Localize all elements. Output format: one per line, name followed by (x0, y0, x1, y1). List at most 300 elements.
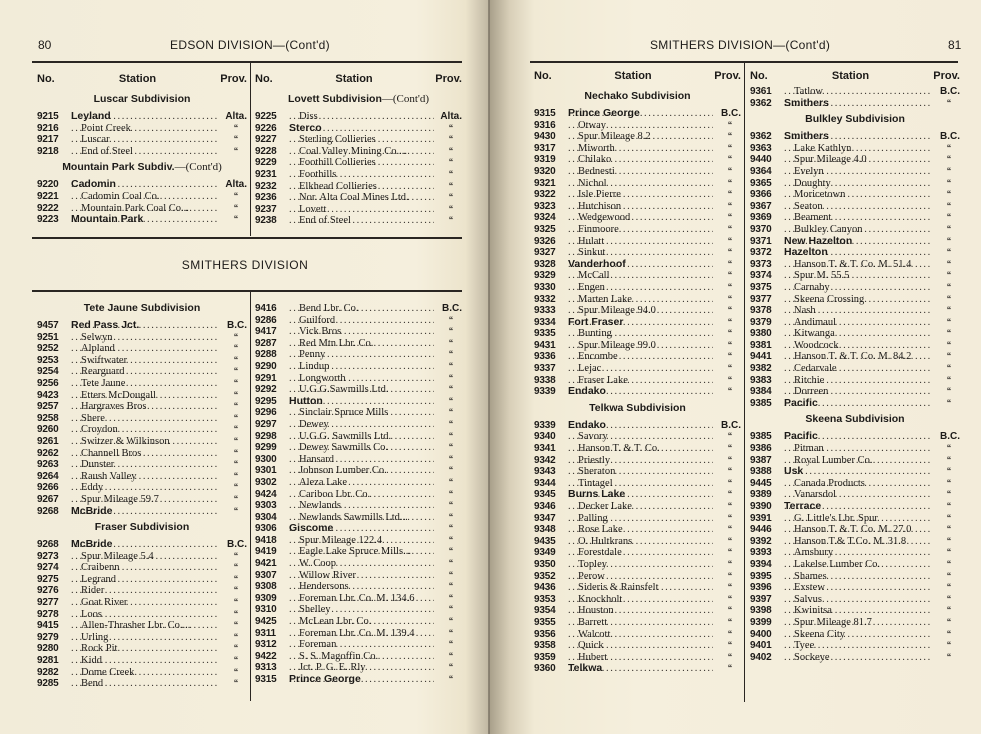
station-name-cell (289, 477, 434, 489)
station-name-cell (568, 189, 713, 201)
station-name: Lindup (299, 360, 330, 372)
station-name-cell (784, 513, 932, 525)
province: “ (448, 384, 454, 395)
station-number: 9333 (534, 305, 556, 317)
station-name-cell (784, 143, 932, 155)
province: B.C. (721, 419, 741, 431)
station-row (37, 355, 247, 367)
station-name-cell (289, 303, 434, 315)
station-number: 9275 (37, 573, 59, 585)
station-row (255, 500, 462, 512)
province: “ (727, 454, 733, 465)
station-name: Spur Mileage 81.7 (794, 616, 872, 628)
province: “ (727, 386, 733, 397)
station-number: 9395 (750, 570, 772, 582)
station-name: Skeena City (794, 628, 846, 640)
station-row (37, 424, 247, 436)
station-row (255, 373, 462, 385)
station-row (37, 179, 247, 191)
province: B.C. (227, 539, 247, 551)
station-name-cell (289, 407, 434, 419)
station-row (750, 154, 960, 166)
station-number: 9251 (37, 331, 59, 343)
province: “ (448, 145, 454, 156)
station-name-cell (568, 212, 713, 224)
station-name-cell (568, 143, 713, 155)
province: “ (727, 189, 733, 200)
province: “ (448, 418, 454, 429)
station-row (750, 340, 960, 352)
station-number: 9386 (750, 443, 772, 455)
province: “ (233, 389, 239, 400)
station-row (255, 512, 462, 524)
station-name-cell (568, 363, 713, 375)
station-name: Knockholt (578, 593, 623, 605)
station-row (534, 420, 741, 432)
province: “ (946, 454, 952, 465)
station-row (534, 154, 741, 166)
station-number: 9345 (534, 489, 556, 501)
station-name: Penny (299, 349, 326, 361)
station-name-cell (289, 489, 434, 501)
station-name: Rider (81, 585, 105, 597)
station-name: Hanson T. & T. Co. (578, 443, 660, 455)
subdivision-heading (255, 89, 462, 111)
station-name-cell (289, 546, 434, 558)
station-row (255, 570, 462, 582)
station-row (534, 375, 741, 387)
subdivision-heading (534, 86, 741, 108)
province: “ (946, 328, 952, 339)
province: “ (946, 223, 952, 234)
station-number: 9274 (37, 562, 59, 574)
station-name: Pacific (784, 431, 818, 443)
station-row (255, 303, 462, 315)
station-name-cell (289, 628, 434, 640)
subdivision-title: Bulkley Subdivision (805, 113, 905, 126)
station-name-cell (568, 605, 713, 617)
station-name-cell (289, 535, 434, 547)
station-number: 9232 (255, 180, 277, 192)
province: “ (448, 569, 454, 580)
station-row (255, 477, 462, 489)
station-name: Cariboo Lbr. Co. (299, 488, 371, 500)
station-name: Beament (794, 212, 832, 224)
station-name: Hanson T.& T.Co. M. 31.8 (794, 535, 907, 547)
station-name-cell (568, 443, 713, 455)
station-row (255, 454, 462, 466)
province: “ (233, 447, 239, 458)
station-number: 9238 (255, 215, 277, 227)
province: “ (946, 200, 952, 211)
station-number: 9335 (534, 328, 556, 340)
station-name: Newlands Sawmills Ltd... (299, 511, 408, 523)
province: “ (727, 374, 733, 385)
station-name: Tete Jaune (81, 377, 126, 389)
province: “ (946, 501, 952, 511)
province: “ (233, 459, 239, 470)
station-row (534, 131, 741, 143)
station-row (534, 317, 741, 329)
station-name: Cadomin (71, 179, 116, 191)
station-row (750, 375, 960, 387)
station-row (37, 378, 247, 390)
station-number: 9435 (534, 535, 556, 547)
station-row (37, 678, 247, 690)
station-name-cell (71, 214, 219, 226)
station-name: Vanderhoof (568, 258, 626, 270)
station-row (750, 489, 960, 501)
station-row (750, 189, 960, 201)
station-name-cell (71, 413, 219, 425)
station-name-cell (568, 178, 713, 190)
station-number: 9286 (255, 314, 277, 326)
station-row (750, 259, 960, 271)
station-row (255, 431, 462, 443)
station-number: 9424 (255, 488, 277, 500)
province: “ (448, 314, 454, 325)
station-number: 9390 (750, 501, 772, 512)
station-name-cell (289, 315, 434, 327)
station-row (255, 157, 462, 169)
station-name-cell (568, 478, 713, 490)
column-header (750, 70, 960, 86)
province: “ (448, 134, 454, 145)
station-name-cell (71, 551, 219, 563)
station-row (255, 581, 462, 593)
station-row (750, 363, 960, 375)
province: Alta. (225, 179, 247, 191)
station-name: Sheraton (578, 466, 616, 478)
station-number: 9379 (750, 316, 772, 328)
province: “ (233, 190, 239, 201)
station-name: Palling (578, 512, 608, 524)
station-number: 9422 (255, 650, 277, 662)
station-name: Otway (578, 119, 606, 131)
station-row (750, 86, 960, 98)
province: “ (448, 546, 454, 557)
province: “ (946, 512, 952, 523)
station-name-cell (568, 559, 713, 571)
station-row (534, 236, 741, 248)
station-row (750, 547, 960, 559)
station-name-cell (289, 674, 434, 686)
rule (32, 290, 462, 292)
station-row (750, 282, 960, 294)
station-name-cell (784, 455, 932, 467)
station-number: 9341 (534, 443, 556, 455)
station-name: Finmoore (578, 223, 619, 235)
station-number: 9380 (750, 328, 772, 340)
station-name: McLean Lbr. Co. (299, 616, 372, 628)
province: “ (233, 505, 239, 516)
province: “ (727, 223, 733, 234)
station-name-cell (784, 629, 932, 641)
station-name-cell (71, 620, 219, 632)
station-number: 9299 (255, 442, 277, 454)
station-number: 9430 (534, 131, 556, 143)
province: “ (727, 640, 733, 651)
province: “ (946, 281, 952, 292)
station-number: 9436 (534, 582, 556, 594)
station-name-cell (568, 617, 713, 629)
station-number: 9348 (534, 524, 556, 536)
station-row (37, 134, 247, 146)
province: “ (727, 363, 733, 374)
station-name-cell (71, 562, 219, 574)
province: “ (946, 351, 952, 362)
header-prov: Prov. (714, 70, 741, 82)
station-number: 9315 (255, 674, 277, 685)
station-row (750, 466, 960, 478)
province: “ (233, 214, 239, 225)
province: “ (727, 547, 733, 558)
province: “ (448, 616, 454, 627)
province: “ (448, 192, 454, 203)
column-header (255, 73, 462, 89)
station-name: Moricetown (794, 189, 846, 201)
station-row (255, 465, 462, 477)
station-name-cell (289, 442, 434, 454)
rule (32, 237, 462, 239)
station-name-cell (289, 616, 434, 628)
station-row (750, 571, 960, 583)
station-row (37, 643, 247, 655)
header-no: No. (750, 70, 768, 82)
station-name-cell (71, 482, 219, 494)
station-number: 9306 (255, 523, 277, 535)
station-name: Guilford (299, 314, 336, 326)
station-name: Point Creek (81, 122, 131, 134)
station-row (37, 471, 247, 483)
province: “ (727, 593, 733, 604)
station-number: 9290 (255, 360, 277, 372)
province: “ (233, 412, 239, 423)
station-number: 9256 (37, 377, 59, 389)
station-name: Doughty (794, 177, 831, 189)
station-number: 9223 (37, 214, 59, 226)
station-name-cell (784, 536, 932, 548)
station-number: 9353 (534, 593, 556, 605)
station-name-cell (71, 667, 219, 679)
station-name-cell (784, 466, 932, 478)
station-name-cell (784, 582, 932, 594)
station-name-cell (289, 593, 434, 605)
station-number: 9304 (255, 511, 277, 523)
station-name: Seaton (794, 200, 823, 212)
station-name-cell (289, 373, 434, 385)
station-row (37, 620, 247, 632)
station-number: 9254 (37, 366, 59, 378)
station-row (534, 247, 741, 259)
continued-label: —(Cont'd) (174, 161, 222, 174)
station-number: 9417 (255, 326, 277, 338)
province: “ (946, 374, 952, 385)
station-number: 9231 (255, 168, 277, 180)
province: “ (727, 605, 733, 616)
header-prov: Prov. (435, 73, 462, 85)
station-row (750, 328, 960, 340)
province: “ (946, 443, 952, 454)
station-number: 9264 (37, 470, 59, 482)
station-name-cell (784, 617, 932, 629)
station-name: McBride (71, 539, 113, 551)
province: “ (233, 550, 239, 561)
province: “ (946, 270, 952, 281)
province: “ (946, 466, 952, 477)
column-divider (250, 62, 251, 236)
station-name-cell (784, 305, 932, 317)
station-row (534, 663, 741, 675)
province: Alta. (225, 111, 247, 122)
station-name: Chilako (578, 154, 612, 166)
station-name-cell (784, 317, 932, 329)
province: “ (727, 305, 733, 316)
station-number: 9237 (255, 203, 277, 215)
station-number: 9336 (534, 351, 556, 363)
station-number: 9226 (255, 122, 277, 134)
province: “ (727, 628, 733, 639)
station-name: Kwinitsa (794, 605, 832, 617)
station-name: Ritchie (794, 374, 825, 386)
station-name: Vanarsdol (794, 489, 836, 501)
station-number: 9297 (255, 418, 277, 430)
province: “ (448, 372, 454, 383)
station-number: 9356 (534, 628, 556, 640)
station-name-cell (568, 108, 713, 120)
subdivision-heading (750, 109, 960, 131)
station-name-cell (71, 424, 219, 436)
station-number: 9325 (534, 223, 556, 235)
station-name: Shere (81, 412, 105, 424)
station-number: 9280 (37, 643, 59, 655)
station-row (750, 455, 960, 467)
province: “ (727, 142, 733, 153)
province: “ (448, 215, 454, 226)
station-number: 9273 (37, 550, 59, 562)
station-row (534, 224, 741, 236)
station-name: Foreman Lbr. Co. M. 134.6 (299, 592, 415, 604)
station-name: Legrand (81, 573, 116, 585)
province: “ (727, 663, 733, 674)
station-row (750, 617, 960, 629)
station-name: Sterling Collieries (299, 134, 376, 146)
station-row (750, 247, 960, 259)
station-name: Goat River (81, 597, 128, 609)
province: “ (946, 142, 952, 153)
station-number: 9258 (37, 412, 59, 424)
station-number: 9394 (750, 558, 772, 570)
station-name: Engen (578, 281, 605, 293)
province: “ (946, 605, 952, 616)
station-row (750, 443, 960, 455)
station-name-cell (784, 501, 932, 513)
station-name: Nash (794, 305, 816, 317)
province: “ (946, 97, 952, 108)
station-name: Aleza Lake (299, 476, 348, 488)
station-name-cell (568, 431, 713, 443)
station-name: G. Little's Lbr. Spur (794, 512, 878, 524)
station-row (255, 546, 462, 558)
station-name: Red Mtn Lbr. Co. (299, 337, 374, 349)
station-name-cell (568, 166, 713, 178)
station-name: Urling (81, 631, 109, 643)
station-name: Dunster (81, 459, 115, 471)
station-name: Kidd (81, 655, 102, 667)
column-divider (744, 62, 745, 702)
station-row (37, 482, 247, 494)
station-number: 9288 (255, 349, 277, 361)
station-row (750, 536, 960, 548)
station-number: 9378 (750, 305, 772, 317)
station-row (750, 640, 960, 652)
station-row (750, 582, 960, 594)
station-number: 9384 (750, 386, 772, 398)
station-name-cell (71, 609, 219, 621)
province: “ (448, 639, 454, 650)
station-name: Sockeye (794, 651, 830, 663)
station-number: 9228 (255, 145, 277, 157)
station-name-cell (784, 652, 932, 664)
station-number: 9385 (750, 431, 772, 443)
station-name-cell (289, 192, 434, 204)
station-name: Houston (578, 605, 614, 617)
province: “ (727, 431, 733, 442)
station-number: 9217 (37, 134, 59, 146)
station-name: Fort Fraser (568, 316, 624, 328)
right-column-2 (750, 70, 960, 663)
station-row (255, 535, 462, 547)
station-name-cell (289, 384, 434, 396)
province: “ (448, 650, 454, 661)
station-name: Kitwanga (794, 328, 835, 340)
station-row (750, 143, 960, 155)
station-number: 9445 (750, 477, 772, 489)
station-name-cell (784, 247, 932, 259)
station-name: Hubert (578, 651, 608, 663)
station-name: Hutchison (578, 200, 622, 212)
station-name-cell (71, 539, 219, 551)
station-row (750, 305, 960, 317)
province: “ (233, 366, 239, 377)
province: “ (448, 157, 454, 168)
header-prov: Prov. (220, 73, 247, 85)
station-name: Newlands (299, 500, 341, 512)
station-name: Eagle Lake Spruce Mills... (299, 546, 411, 558)
station-name: Rose Lake (578, 524, 623, 536)
station-name: Etters McDougall (81, 389, 156, 401)
province: Alta. (440, 111, 462, 122)
province: “ (233, 435, 239, 446)
header-station: Station (335, 73, 373, 85)
station-name: Foreman (299, 639, 337, 651)
province: “ (448, 534, 454, 545)
station-name-cell (289, 512, 434, 524)
province: “ (448, 168, 454, 179)
running-head-left: EDSON DIVISION—(Cont'd) (170, 38, 330, 52)
station-row (37, 214, 247, 226)
station-row (37, 123, 247, 135)
station-name-cell (568, 201, 713, 213)
province: “ (946, 339, 952, 350)
bottom-column-1 (37, 298, 247, 690)
station-name-cell (568, 455, 713, 467)
station-name-cell (568, 386, 713, 398)
station-row (37, 632, 247, 644)
station-name: Sterco (289, 122, 322, 134)
station-name: Hansard (299, 453, 334, 465)
station-row (534, 178, 741, 190)
